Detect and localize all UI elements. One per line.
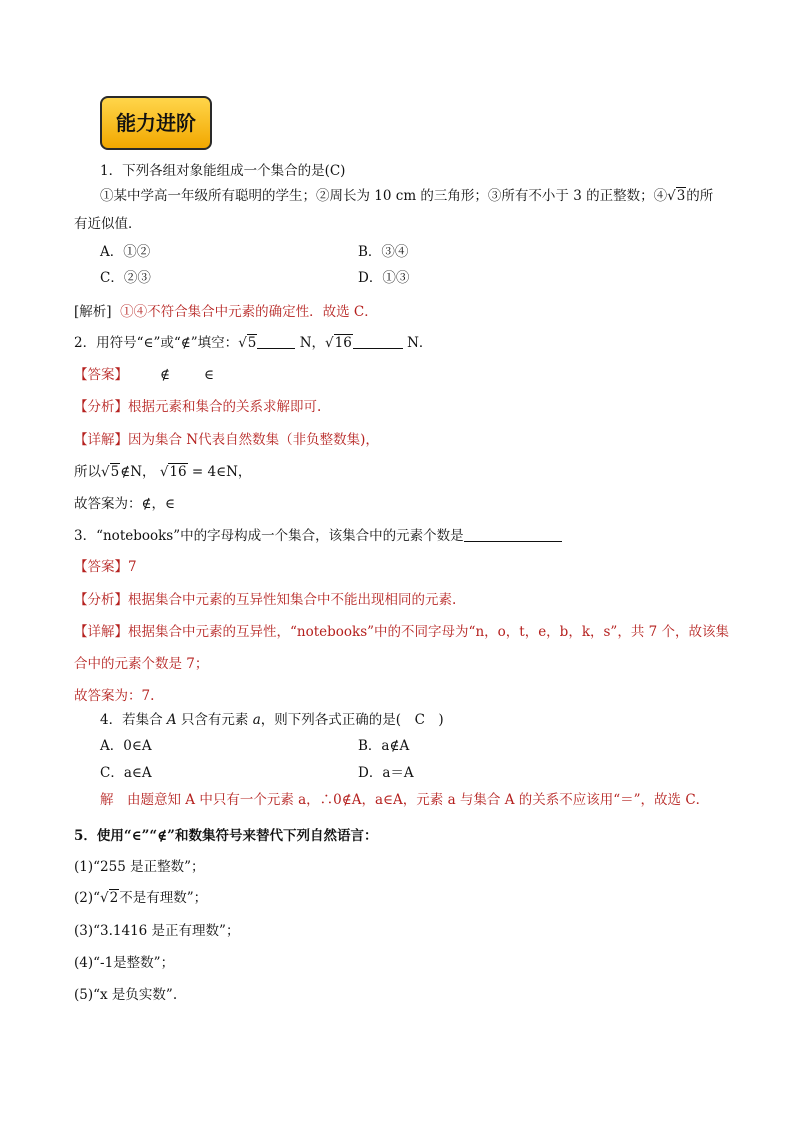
q1-body-tail: 的所 <box>686 188 714 204</box>
q4-element-a: a <box>252 712 261 728</box>
q2-final: 故答案为：∉，∈ <box>74 496 175 512</box>
q1-option-b: B．③④ <box>358 244 409 260</box>
sqrt-3: √3 <box>667 188 686 204</box>
q1-body-cont: 有近似值． <box>74 216 142 232</box>
q4-option-b: B．a∉A <box>358 738 410 754</box>
sqrt-5: √5 <box>238 335 257 351</box>
q1-option-c: C．②③ <box>100 270 151 286</box>
q2-analysis-text: 根据元素和集合的关系求解即可. <box>128 399 322 415</box>
q4-option-c: C．a∈A <box>100 765 152 781</box>
q4-stem-mid: 只含有元素 <box>180 712 249 728</box>
q2-detail-text: 因为集合 N代表自然数集（非负整数集)， <box>128 432 379 448</box>
q2-stem-text: 2．用符号“∈”或“∉”填空： <box>74 335 239 351</box>
q4-option-a: A．0∈A <box>100 738 152 754</box>
q4-set-a: A <box>166 712 177 728</box>
q4-stem-end: ，则下列各式正确的是( C ) <box>260 712 444 728</box>
q2-analysis <box>74 397 321 417</box>
q2-detail-label: 【详解】 <box>74 432 128 448</box>
q3-blank[interactable] <box>464 527 562 542</box>
q4-solution: 解 由题意知 A 中只有一个元素 a，∴0∉A，a∈A，元素 a 与集合 A 的关系不应该用“＝”，故选 C． <box>100 792 710 808</box>
q2-detail <box>74 430 379 450</box>
q5-item-2-tail: 不是有理数”； <box>119 890 208 906</box>
q2-so-end: = 4∈N， <box>191 464 252 480</box>
sqrt-16: √16 <box>325 335 352 351</box>
q2-so-text: 所以 <box>74 464 101 480</box>
q3-stem <box>74 526 562 546</box>
q2-blank-1[interactable] <box>257 334 295 349</box>
q5-item-4: (4)“-1是整数”； <box>74 955 175 971</box>
q2-so <box>74 462 251 482</box>
q1-body-text: ①某中学高一年级所有聪明的学生；②周长为 10 cm 的三角形；③所有不小于 3 的正整数；④ <box>100 188 668 204</box>
q2-blank-2[interactable] <box>353 334 403 349</box>
q4-stem-text: 4．若集合 <box>100 712 163 728</box>
q2-sep: N， <box>299 335 325 351</box>
q3-detail-cont: 合中的元素个数是 7； <box>74 656 209 672</box>
q3-analysis-label: 【分析】 <box>74 592 128 608</box>
q2-analysis-label: 【分析】 <box>74 399 128 415</box>
q5-stem: 5．使用“∈”“∉”和数集符号来替代下列自然语言： <box>74 828 378 844</box>
sqrt-16-b: √16 <box>159 464 187 480</box>
q3-analysis <box>74 590 456 610</box>
q3-detail-label: 【详解】 <box>74 624 128 640</box>
q2-so-mid: ∉N， <box>120 464 156 480</box>
q3-answer <box>74 557 137 577</box>
q2-answer-1: ∉ <box>160 367 170 383</box>
q2-answer-2: ∈ <box>204 367 214 383</box>
q4-stem <box>100 710 444 730</box>
sqrt-5-b: √5 <box>101 464 120 480</box>
q5-item-2 <box>74 888 207 908</box>
q3-stem-text: 3．“notebooks”中的字母构成一个集合，该集合中的元素个数是 <box>74 528 464 544</box>
q1-option-d: D．①③ <box>358 270 410 286</box>
q2-answer-label: 【答案】 <box>74 367 128 383</box>
q3-detail <box>74 622 729 642</box>
q1-option-a: A．①② <box>100 244 151 260</box>
q4-option-d: D．a＝A <box>358 765 414 781</box>
q5-item-2-text: (2)“ <box>74 890 101 906</box>
sqrt-2: √2 <box>100 890 119 906</box>
q1-body <box>100 186 713 206</box>
q2-answer <box>74 365 214 385</box>
q1-stem: 1．下列各组对象能组成一个集合的是(C) <box>100 163 346 179</box>
section-badge: 能力进阶 <box>100 96 212 150</box>
q5-item-3: (3)“3.1416 是正有理数”； <box>74 923 240 939</box>
q5-item-5: (5)“x 是负实数”. <box>74 987 178 1003</box>
q3-answer-value: 7 <box>128 559 137 575</box>
q1-analysis-label: [解析] <box>74 304 112 320</box>
q3-detail-text: 根据集合中元素的互异性，“notebooks”中的不同字母为“n，o，t，e，b，k，s”，共 7 个，故该集 <box>128 624 730 640</box>
q2-end: N． <box>407 335 433 351</box>
q3-final: 故答案为：7. <box>74 688 155 704</box>
q3-analysis-text: 根据集合中元素的互异性知集合中不能出现相同的元素. <box>128 592 457 608</box>
q2-stem <box>74 333 432 353</box>
q1-analysis <box>74 302 378 322</box>
q1-analysis-text: ①④不符合集合中元素的确定性．故选 C． <box>120 304 378 320</box>
q3-answer-label: 【答案】 <box>74 559 128 575</box>
q5-item-1: (1)“255 是正整数”； <box>74 859 205 875</box>
